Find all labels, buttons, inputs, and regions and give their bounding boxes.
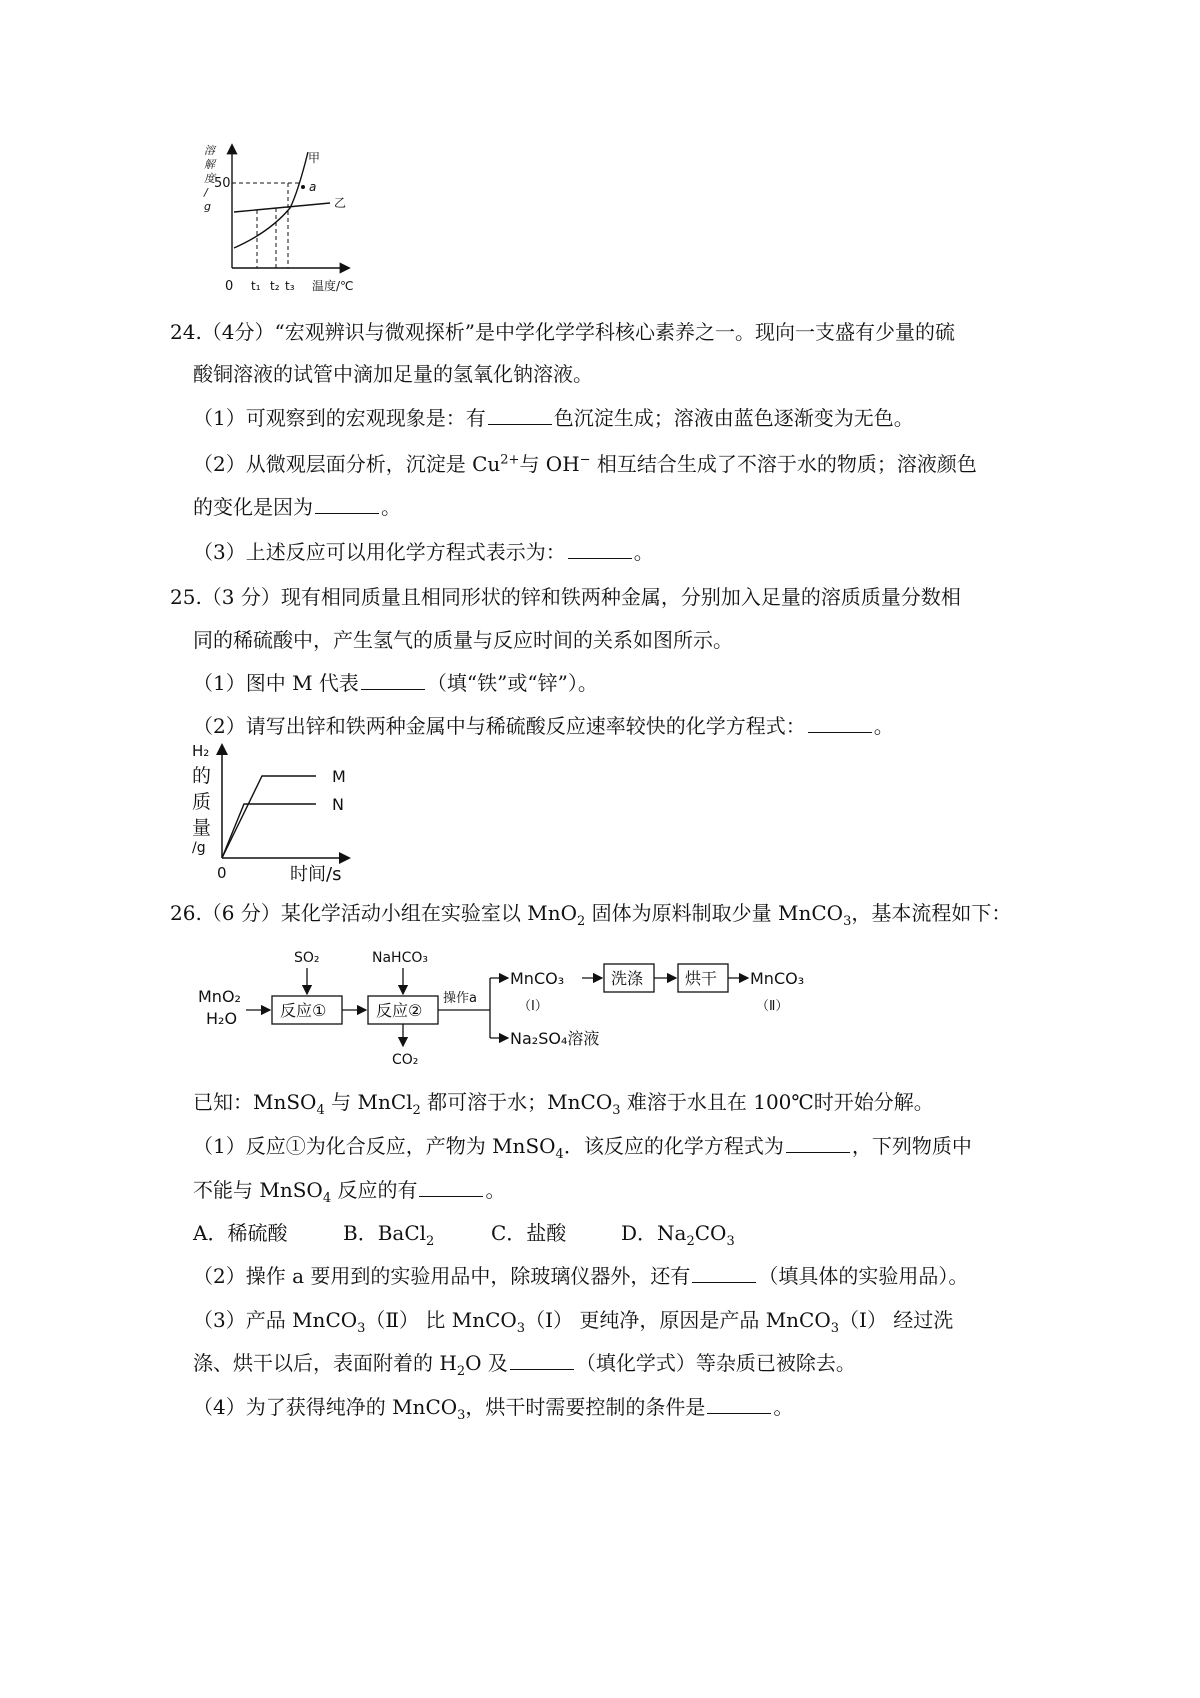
label-m: M bbox=[332, 767, 346, 786]
q24-p1-text-after: 色沉淀生成；溶液由蓝色逐渐变为无色。 bbox=[553, 406, 914, 430]
y-axis-label-char: 度 bbox=[204, 172, 215, 185]
y-tick-50: 50 bbox=[214, 176, 231, 191]
answer-blank[interactable] bbox=[808, 714, 872, 733]
subscript: 2 bbox=[412, 1103, 421, 1118]
text: （2）操作 a 要用到的实验用品中，除玻璃仪器外，还有 bbox=[193, 1264, 691, 1288]
text: 反应的有 bbox=[331, 1178, 418, 1202]
reagent-so2: SO₂ bbox=[294, 950, 320, 966]
q25-part-1 bbox=[193, 669, 598, 697]
q26-part-1-line-2 bbox=[193, 1176, 505, 1204]
q25-p1-text-after: （填“铁”或“锌”）。 bbox=[426, 671, 598, 695]
option-d[interactable] bbox=[621, 1221, 735, 1249]
x-tick-t2: t₂ bbox=[270, 279, 280, 293]
text: 不能与 MnSO bbox=[193, 1178, 323, 1202]
reaction-1-label: 反应① bbox=[280, 1001, 327, 1020]
text: （填化学式）等杂质已被除去。 bbox=[575, 1351, 856, 1375]
q26-options bbox=[193, 1219, 735, 1247]
byproduct-co2: CO₂ bbox=[392, 1052, 419, 1068]
q25-p2-text: （2）请写出锌和铁两种金属中与稀硫酸反应速率较快的化学方程式： bbox=[193, 714, 806, 738]
subscript: 3 bbox=[830, 1321, 840, 1336]
q24-stem-1: 24.（4分）“宏观辨识与微观探析”是中学化学学科核心素养之一。现向一支盛有少量的硫 bbox=[170, 320, 955, 344]
subscript: 3 bbox=[843, 914, 852, 929]
punct: 。 bbox=[873, 714, 894, 738]
text: （Ⅰ） 更纯净，原因是产品 MnCO bbox=[525, 1308, 831, 1332]
q24-p2-text-b: 与 OH bbox=[519, 452, 580, 476]
hydrogen-mass-graph bbox=[186, 740, 366, 890]
answer-blank[interactable] bbox=[419, 1178, 483, 1197]
charge-cu: 2+ bbox=[500, 452, 520, 468]
q26-known bbox=[193, 1088, 934, 1116]
text: （填具体的实验用品）。 bbox=[758, 1264, 969, 1288]
subscript: 2 bbox=[577, 914, 586, 929]
q24-part-2-line-2 bbox=[193, 493, 401, 521]
charge-oh: − bbox=[579, 452, 591, 468]
subscript: 3 bbox=[457, 1408, 466, 1423]
solubility-graph bbox=[200, 140, 400, 300]
reagent-nahco3: NaHCO₃ bbox=[372, 950, 428, 966]
q25-stem-1: 25.（3 分）现有相同质量且相同形状的锌和铁两种金属，分别加入足量的溶质质量分数相 bbox=[170, 585, 961, 609]
text: O 及 bbox=[465, 1351, 508, 1375]
y-label-line-2: 的 bbox=[192, 765, 212, 787]
point-a bbox=[301, 185, 305, 189]
operation-a-label: 操作a bbox=[443, 991, 477, 1006]
q24-part-1 bbox=[193, 404, 914, 432]
line-m bbox=[222, 776, 316, 858]
y-label-line-3: 质 bbox=[192, 791, 212, 813]
q24-p1-text: （1）可观察到的宏观现象是：有 bbox=[193, 406, 486, 430]
subscript: 3 bbox=[516, 1321, 526, 1336]
subscript: 4 bbox=[316, 1103, 325, 1118]
q26-stem-text: 26.（6 分）某化学活动小组在实验室以 MnO bbox=[170, 901, 578, 925]
q24-part-2 bbox=[193, 450, 977, 478]
text: （1）反应①为化合反应，产物为 MnSO bbox=[193, 1134, 556, 1158]
label-yi: 乙 bbox=[334, 196, 347, 210]
label-n: N bbox=[332, 795, 344, 814]
q24-part-3 bbox=[193, 538, 654, 566]
label-jia: 甲 bbox=[308, 151, 321, 165]
q26-stem-text-c: 固体为原料制取少量 MnCO bbox=[585, 901, 844, 925]
q26-part-3-line-2 bbox=[193, 1349, 856, 1377]
answer-blank[interactable] bbox=[361, 671, 425, 690]
product-2-tag: （Ⅱ） bbox=[756, 999, 789, 1014]
y-axis-label-char: 溶 bbox=[204, 144, 215, 157]
q26-stem-text-e: ，基本流程如下： bbox=[851, 901, 1012, 925]
punct: 。 bbox=[773, 1395, 794, 1419]
answer-blank[interactable] bbox=[786, 1134, 850, 1153]
subscript: 4 bbox=[555, 1147, 564, 1162]
y-label-line-1: H₂ bbox=[192, 742, 210, 760]
text: ，烘干时需要控制的条件是 bbox=[465, 1395, 706, 1419]
punct: 。 bbox=[485, 1178, 506, 1202]
q25-stem-2: 同的稀硫酸中，产生氢气的质量与反应时间的关系如图所示。 bbox=[193, 628, 733, 652]
product-mnco3-2: MnCO₃ bbox=[750, 969, 805, 988]
x-tick-t1: t₁ bbox=[251, 279, 261, 293]
text: D．Na bbox=[621, 1221, 687, 1245]
text: 与 MnCl bbox=[324, 1090, 413, 1114]
text: 涤、烘干以后，表面附着的 H bbox=[193, 1351, 457, 1375]
punct: 。 bbox=[633, 540, 654, 564]
answer-blank[interactable] bbox=[488, 406, 552, 425]
reaction-2-label: 反应② bbox=[376, 1001, 423, 1020]
q26-part-4 bbox=[193, 1393, 793, 1421]
q25-part-2 bbox=[193, 712, 894, 740]
text: B．BaCl bbox=[343, 1221, 427, 1245]
line-n bbox=[222, 804, 316, 858]
subscript: 3 bbox=[357, 1321, 366, 1336]
q26-part-1 bbox=[193, 1132, 972, 1160]
subscript: 3 bbox=[612, 1103, 621, 1118]
x-axis-label: 时间/s bbox=[290, 864, 342, 885]
subscript: 4 bbox=[322, 1191, 332, 1206]
option-b[interactable] bbox=[343, 1219, 491, 1247]
x-tick-t3: t₃ bbox=[285, 279, 295, 293]
q25-p1-text: （1）图中 M 代表 bbox=[193, 671, 359, 695]
product-1-tag: （Ⅰ） bbox=[518, 999, 548, 1014]
subscript: 3 bbox=[726, 1234, 735, 1249]
q26-part-3 bbox=[193, 1306, 953, 1334]
subscript: 2 bbox=[426, 1234, 435, 1249]
text: （Ⅱ） 比 MnCO bbox=[365, 1308, 517, 1332]
answer-blank[interactable] bbox=[315, 495, 379, 514]
q24-stem-2: 酸铜溶液的试管中滴加足量的氢氧化钠溶液。 bbox=[193, 362, 593, 386]
q24-p2-text-c: 相互结合生成了不溶于水的物质；溶液颜色 bbox=[590, 452, 977, 476]
answer-blank[interactable] bbox=[692, 1264, 756, 1283]
text: 难溶于水且在 100℃时开始分解。 bbox=[620, 1090, 934, 1114]
y-axis-label-char: g bbox=[204, 200, 211, 213]
subscript: 2 bbox=[456, 1364, 466, 1379]
text: （4）为了获得纯净的 MnCO bbox=[193, 1395, 458, 1419]
q26-stem bbox=[170, 899, 1011, 927]
q24-p3-text: （3）上述反应可以用化学方程式表示为： bbox=[193, 540, 566, 564]
curve-jia bbox=[234, 152, 308, 248]
answer-blank[interactable] bbox=[510, 1351, 574, 1370]
process-flow-diagram bbox=[190, 942, 830, 1072]
curve-yi bbox=[234, 203, 330, 212]
origin-label: 0 bbox=[217, 864, 227, 882]
text: CO bbox=[694, 1221, 727, 1245]
answer-blank[interactable] bbox=[707, 1395, 771, 1414]
answer-blank[interactable] bbox=[568, 540, 632, 559]
y-label-line-5: /g bbox=[192, 840, 206, 856]
flow-input-h2o: H₂O bbox=[206, 1009, 238, 1028]
text: 已知：MnSO bbox=[193, 1090, 317, 1114]
y-axis-label-char: / bbox=[204, 186, 208, 199]
text: （Ⅰ） 经过洗 bbox=[839, 1308, 954, 1332]
label-a: a bbox=[309, 180, 317, 194]
q24-p2-text: （2）从微观层面分析，沉淀是 Cu bbox=[193, 452, 501, 476]
origin-label: 0 bbox=[225, 279, 234, 294]
product-mnco3-1: MnCO₃ bbox=[510, 969, 565, 988]
q26-part-2 bbox=[193, 1262, 968, 1290]
wash-label: 洗涤 bbox=[611, 969, 644, 988]
q24-p2-line2-text: 的变化是因为 bbox=[193, 495, 313, 519]
option-a[interactable]: A．稀硫酸 bbox=[193, 1221, 288, 1245]
y-axis-label-char: 解 bbox=[204, 158, 215, 171]
subscript: 2 bbox=[686, 1234, 695, 1249]
text: （3）产品 MnCO bbox=[193, 1308, 358, 1332]
x-axis-label: 温度/℃ bbox=[312, 279, 354, 293]
option-c[interactable]: C．盐酸 bbox=[491, 1221, 567, 1245]
flow-input-mno2: MnO₂ bbox=[198, 987, 241, 1006]
punct: 。 bbox=[381, 495, 401, 519]
y-label-line-4: 量 bbox=[192, 817, 212, 839]
dry-label: 烘干 bbox=[685, 969, 718, 988]
text: ．该反应的化学方程式为 bbox=[563, 1134, 784, 1158]
byproduct-na2so4: Na₂SO₄溶液 bbox=[510, 1029, 600, 1048]
text: ，下列物质中 bbox=[851, 1134, 972, 1158]
text: 都可溶于水；MnCO bbox=[420, 1090, 613, 1114]
